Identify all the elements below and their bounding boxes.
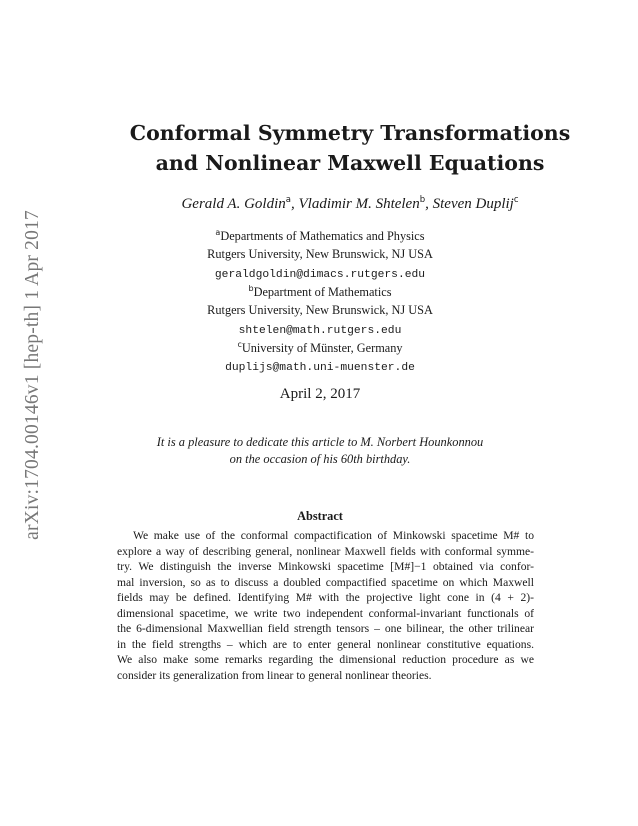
affiliation-line xyxy=(120,266,520,281)
affiliation-line xyxy=(120,359,520,374)
affiliation-mark: b xyxy=(248,284,254,293)
affiliation-line xyxy=(120,340,520,356)
paper-title xyxy=(90,118,610,178)
affiliation-line xyxy=(120,228,520,244)
affiliation-text: Rutgers University, New Brunswick, NJ USA xyxy=(207,303,433,317)
affiliation-text: University of Münster, Germany xyxy=(241,341,403,356)
affiliation-text: Departments of Mathematics and Physics xyxy=(220,229,425,244)
abstract-line: consider its generalization from linear to general nonlinear theories. xyxy=(117,668,432,682)
author-affiliation-mark: c xyxy=(513,195,519,205)
affiliation-line xyxy=(120,247,520,262)
author-separator: , xyxy=(425,196,433,212)
abstract-line: dimensional spacetime, we write two independent conformal-invariant functionals of xyxy=(117,606,534,620)
arxiv-identifier: arXiv:1704.00146v1 [hep-th] 1 Apr 2017 xyxy=(22,210,43,540)
abstract-line: fields may be defined. Identifying M# with the projective light cone in (4 + 2)- xyxy=(117,591,534,604)
author-email[interactable]: shtelen@math.rutgers.edu xyxy=(238,325,402,337)
title-line: Conformal Symmetry Transformations xyxy=(129,121,571,145)
dedication-line: on the occasion of his 60th birthday. xyxy=(229,452,411,466)
abstract-line: explore a way of describing general, nonlinear Maxwell fields with conformal symme- xyxy=(117,544,534,558)
affiliation-text: Department of Mathematics xyxy=(253,285,392,300)
author-list xyxy=(90,195,610,213)
abstract-line: try. We distinguish the inverse Minkowski spacetime [M#]−1 obtained via confor- xyxy=(117,560,534,573)
abstract-line: mal inversion, so as to discuss a doubled compactified spacetime on which Maxwell xyxy=(117,575,534,589)
abstract-line: We make use of the conformal compactification of Minkowski spacetime M# to xyxy=(133,529,534,542)
author-name: Vladimir M. Shtelen xyxy=(298,196,420,212)
affiliation-mark: c xyxy=(237,340,242,349)
abstract-line: in the field strengths – which are to enter general nonlinear constitutive equations. xyxy=(117,637,534,651)
author-name: Gerald A. Goldin xyxy=(181,196,286,212)
dedication-line: It is a pleasure to dedicate this article to M. Norbert Hounkonnou xyxy=(156,435,484,449)
dedication xyxy=(110,434,530,468)
affiliation-line xyxy=(120,303,520,318)
author-email[interactable]: geraldgoldin@dimacs.rutgers.edu xyxy=(214,269,426,281)
author-affiliation-mark: a xyxy=(285,195,291,205)
publication-date: April 2, 2017 xyxy=(279,386,361,402)
author-separator: , xyxy=(290,196,299,212)
author-affiliation-mark: b xyxy=(419,195,426,205)
abstract-line: the 6-dimensional Maxwellian field strength tensors – one bilinear, the other trilinear xyxy=(117,622,534,635)
title-line: and Nonlinear Maxwell Equations xyxy=(155,151,545,175)
abstract-body xyxy=(117,528,534,683)
affiliation-line xyxy=(120,284,520,300)
affiliation-mark: a xyxy=(215,228,221,237)
affiliation-line xyxy=(120,322,520,337)
abstract-line: We also make some remarks regarding the dimensional reduction procedure as we xyxy=(117,653,534,666)
affiliation-text: Rutgers University, New Brunswick, NJ USA xyxy=(207,247,433,261)
abstract-heading: Abstract xyxy=(297,509,343,523)
author-email[interactable]: duplijs@math.uni-muenster.de xyxy=(225,362,415,374)
author-name: Steven Duplij xyxy=(432,196,514,212)
